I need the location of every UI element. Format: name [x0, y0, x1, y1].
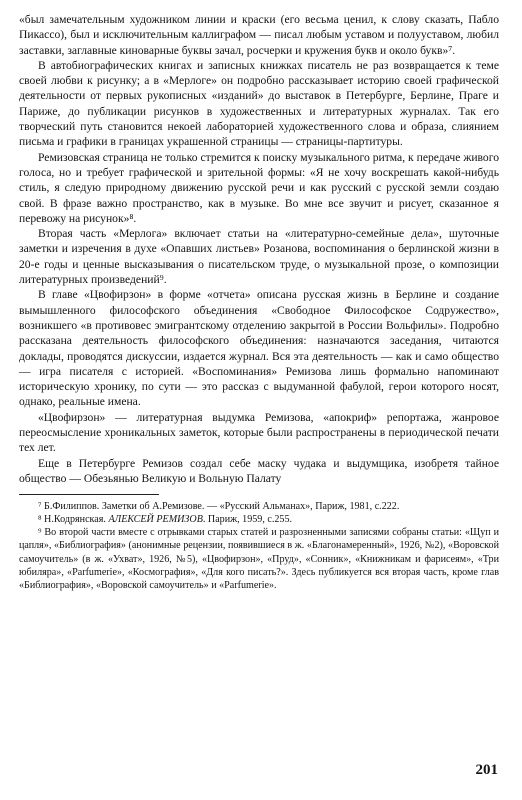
paragraph: В главе «Цвофирзон» в форме «отчета» описана русская жизнь в Берлине и создание вымышленного философского объединения «Свободное Философское Содружество», возникшего «в противовес эмигрантскому отделению закрытой в России Вольфилы». Подробно рассказана деятельность философского объединения: назначаются заседания, читаются доклады, проводятся дискуссии, издается журнал. Вся эта деятельность — как и само общество — игра писателя с историей. «Воспоминания» Ремизова лишь формально напоминают историческую хронику, по сути — это рассказ с выдуманной фабулой, герои которого носят, однако, реальные имена.	[19, 288, 499, 409]
paragraph: Еще в Петербурге Ремизов создал себе маску чудака и выдумщика, изобретя тайное общество — Обезьянью Великую и Вольную Палату	[19, 456, 499, 485]
paragraph: Вторая часть «Мерлога» включает статьи на «литературно-семейные дела», шуточные заметки и изречения в духе «Опавших листьев» Розанова, воспоминания о берлинской жизни в 20-е годы и ценные высказывания о писательском труде, о музыкальной прозе, о композиции литературных произведений⁹.	[19, 227, 499, 287]
page-number: 201	[475, 762, 498, 778]
footnote-divider	[19, 494, 159, 495]
footnote-8-title: АЛЕКСЕЙ РЕМИЗОВ	[108, 514, 203, 526]
footnote-8	[19, 513, 499, 526]
paragraph: В автобиографических книгах и записных книжках писатель не раз возвращается к теме своей любви к рисунку; а в «Мерлоге» он подробно рассказывает историю своей графической деятельности от первых рукописных «изданий» до выставок в Петербурге, Берлине, Праге и Париже, до публикации рисунков в художественных и литературных журналах. Так его творческий путь становится некоей лабораторией художественного слова и образа, слиянием письма и графики в границах украшенной страницы — страницы-партитуры.	[19, 58, 499, 149]
paragraph: «Цвофирзон» — литературная выдумка Ремизова, «апокриф» репортажа, жанровое переосмысление хроникальных заметок, которые были распространены в периодической печати тех лет.	[19, 410, 499, 455]
footnote-9: ⁹ Во второй части вместе с отрывками старых статей и разрозненными записями собраны статьи: «Щуп и цапля», «Библиография» (анонимные рецензии, появившиеся в ж. «Благонамеренный», 1926, №2), «Воровской самоучитель» (в ж. «Ухват», 1926, №5), «Цвофирзон», «Пруд», «Сонник», «Книжникам и фарисеям», «Три юбиляра», «Parfumerie», «Космография», «Для кого писать?». Здесь публикуется вся вторая часть, кроме глав «Библиография», «Воровской самоучитель» и «Parfumerie».	[19, 527, 499, 591]
footnote-8-prefix: ⁸ Н.Кодрянская.	[38, 514, 109, 526]
paragraph: Ремизовская страница не только стремится к поиску музыкального ритма, к передаче живого голоса, но и требует графической и зрительной формы: «Я не хочу воскрешать какой-нибудь стиль, я следую природному движению русской речи и как русский с русской земли создаю свой. В фразе важно пространство, как в музыке. Во мне все звучит и рисует, сказанное я перевожу на рисунок»⁸.	[19, 150, 499, 225]
page-body	[19, 12, 499, 592]
footnote-8-suffix: . Париж, 1959, с.255.	[202, 514, 293, 526]
paragraph: «был замечательным художником линии и краски (его весьма ценил, к слову сказать, Пабло Пикассо), был и исключительным каллиграфом — писал любым уставом и полууставом, любил заставки, заглавные киноварные буквы зачал, росчерки и кружения букв и около букв»⁷.	[19, 13, 499, 57]
footnote-7: ⁷ Б.Филиппов. Заметки об А.Ремизове. — «Русский Альманах», Париж, 1981, с.222.	[38, 501, 400, 513]
